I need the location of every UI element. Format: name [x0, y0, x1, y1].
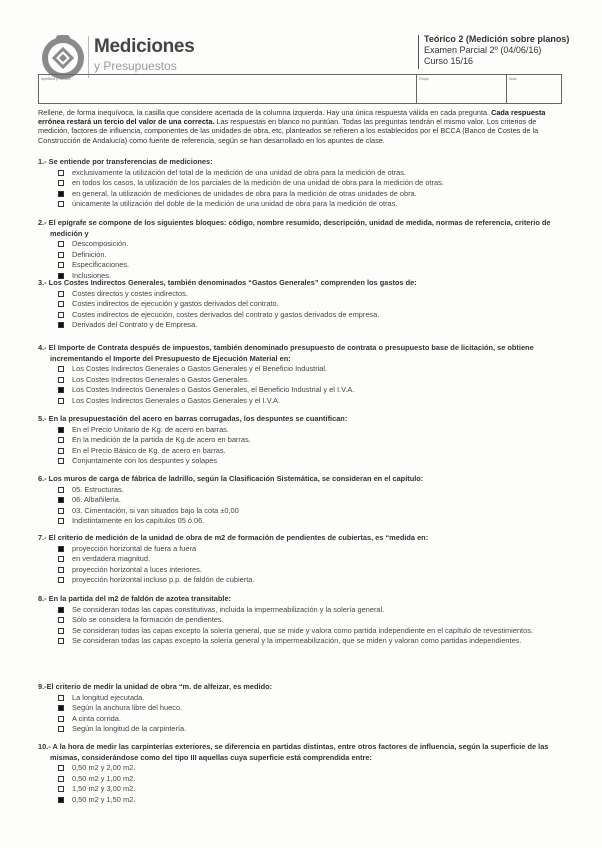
answer-text: Los Costes Indirectos Generales o Gastos Generales y el I.V.A.: [72, 395, 281, 405]
question-8: [38, 594, 568, 647]
question-title: 1.- Se entiende por transferencias de mediciones:: [38, 157, 213, 166]
answer-option: [38, 506, 568, 517]
question-1: [38, 157, 568, 210]
checked-checkbox[interactable]: [58, 191, 64, 197]
answer-option: [38, 250, 568, 261]
answer-option: [38, 260, 568, 271]
answer-option: [38, 364, 568, 375]
checkbox[interactable]: [58, 241, 64, 247]
answer-text: Se consideran todas las capas constitutivas, incluida la impermeabilización y la solería general.: [72, 604, 385, 614]
answer-option: [38, 795, 568, 806]
question-6: [38, 474, 568, 527]
brand-subtitle: y Presupuestos: [94, 59, 177, 73]
checkbox[interactable]: [58, 776, 64, 782]
checked-checkbox[interactable]: [58, 705, 64, 711]
name-label: Apellidos y nombre: [41, 77, 71, 81]
answer-text: 0,50 m2 y 1,50 m2.: [72, 794, 136, 804]
answer-option: [38, 456, 568, 467]
answer-option: [38, 615, 568, 626]
answer-option: [38, 310, 568, 321]
question-title: 8.- En la partida del m2 de faldón de azotea transitable:: [38, 594, 232, 603]
checkbox[interactable]: [58, 628, 64, 634]
checkbox[interactable]: [58, 458, 64, 464]
answer-text: En el Precio Básico de Kg. de acero en barras.: [72, 445, 226, 455]
answer-text: A cinta corrida.: [72, 713, 121, 723]
name-field[interactable]: [39, 75, 416, 103]
answer-text: Se consideran todas las capas excepto la solería general y la impermeabilización, que se miden y valoran como partidas independientes.: [72, 636, 522, 646]
exam-header: [424, 34, 569, 67]
answer-text: en verdadera magnitud.: [72, 554, 151, 564]
question-2: [38, 218, 568, 282]
exam-date: Examen Parcial 2º (04/06/16): [424, 45, 542, 55]
checkbox[interactable]: [58, 252, 64, 258]
checkbox[interactable]: [58, 170, 64, 176]
brand-title: Mediciones: [94, 36, 195, 57]
answer-option: [38, 425, 568, 436]
answer-option: [38, 239, 568, 250]
answer-option: [38, 495, 568, 506]
question-title: 9.-El criterio de medir la unidad de obra “m. de alfeizar, es medido:: [38, 682, 273, 691]
answer-option: [38, 554, 568, 565]
answer-text: 1,50 m2 y 3,00 m2.: [72, 784, 136, 794]
instructions-part2: Las respuestas en blanco no puntúan. Todas las preguntas tendrán el mismo valor. Los criterios de medición, factores de influencia, componentes de las unidades de obra, etc, planteados se refieren a los establecidos por el BCCA (Banco de Costes de la Construcción de Andalucía) como fuente de referencia, según se han desarrollado en los apuntes de clase.: [38, 117, 539, 145]
answer-text: Según la longitud de la carpintería.: [72, 724, 187, 734]
brand-divider: [88, 36, 89, 78]
answer-text: Costes indirectos de ejecución y gastos derivados del contrato.: [72, 299, 279, 309]
checkbox[interactable]: [58, 487, 64, 493]
answer-option: [38, 189, 568, 200]
answer-option: [38, 636, 568, 647]
answer-option: [38, 199, 568, 210]
answer-option: [38, 784, 568, 795]
question-title: 4.- El Importe de Contrata después de impuestos, también denominado presupuesto de contrata o presupuesto base de licitación, se obtiene incrementando el Importe del Presupuesto de Ejecución Material en:: [38, 343, 534, 363]
answer-text: Conjuntamente con los despuntes y solapes: [72, 456, 218, 466]
question-title: 5.- En la presupuestación del acero en barras corrugadas, los despuntes se cuantifican:: [38, 414, 348, 423]
question-title: 10.- A la hora de medir las carpinterías exteriores, se diferencia en partidas distintas, entre otros factores de influencia, según la superficie de las mismas, considerándose como del tipo III aquellas cuya superficie está comprendida entre:: [38, 742, 549, 762]
exam-title: Teórico 2 (Medición sobre planos): [424, 34, 570, 44]
answer-text: Costes directos y costes indirectos.: [72, 288, 188, 298]
checkbox[interactable]: [58, 518, 64, 524]
checkbox[interactable]: [58, 180, 64, 186]
question-title: 2.- El epígrafe se compone de los siguientes bloques: código, nombre resumido, descripción, unidad de medida, normas de referencia, criterio de medición y: [38, 218, 551, 238]
answer-text: La longitud ejecutada.: [72, 692, 145, 702]
question-title: 7.- El criterio de medición de la unidad de obra de m2 de formación de pendientes de cubiertas, es “medida en:: [38, 533, 429, 542]
answer-option: [38, 724, 568, 735]
instructions-bold: Cada respuesta errónea restará un tercio del valor de una correcta.: [38, 108, 546, 127]
answer-option: [38, 178, 568, 189]
answer-option: [38, 703, 568, 714]
answer-text: Indistintamente en los capítulos 05 ó 06.: [72, 516, 205, 526]
checkbox[interactable]: [58, 366, 64, 372]
checkbox[interactable]: [58, 437, 64, 443]
checkbox[interactable]: [58, 638, 64, 644]
question-9: [38, 682, 568, 735]
grade-label: Nota: [509, 77, 517, 81]
answer-option: [38, 485, 568, 496]
logo-icon: [40, 33, 86, 79]
answer-text: Según la anchura libre del hueco.: [72, 703, 183, 713]
checked-checkbox[interactable]: [58, 322, 64, 328]
checkbox[interactable]: [58, 716, 64, 722]
answer-text: Los Costes Indirectos Generales o Gastos Generales.: [72, 374, 250, 384]
answer-text: en general, la utilización de mediciones de unidades de obra para la medición de otras unidades de obra.: [72, 188, 417, 198]
instructions-part1: Rellene, de forma inequívoca, la casilla que considere acertada de la columna izquierda. Hay una única respuesta válida en cada pregunta.: [38, 108, 492, 117]
answer-text: en todos los casos, la utilización de los parciales de la medición de una unidad de obra para la medición de otras.: [72, 178, 444, 188]
checked-checkbox[interactable]: [58, 546, 64, 552]
answer-text: Definición.: [72, 249, 107, 259]
answer-text: Sólo se considera la formación de pendientes.: [72, 615, 224, 625]
answer-option: [38, 565, 568, 576]
checkbox[interactable]: [58, 577, 64, 583]
group-field[interactable]: [416, 75, 506, 103]
answer-option: [38, 714, 568, 725]
answer-option: [38, 575, 568, 586]
answer-text: Costes indirectos de ejecución, costes derivados del contrato y gastos derivados de empresa.: [72, 309, 380, 319]
answer-option: [38, 774, 568, 785]
checked-checkbox[interactable]: [58, 427, 64, 433]
checkbox[interactable]: [58, 291, 64, 297]
checked-checkbox[interactable]: [58, 387, 64, 393]
answer-text: Especificaciones.: [72, 260, 130, 270]
answer-option: [38, 693, 568, 704]
checkbox[interactable]: [58, 786, 64, 792]
answer-option: [38, 626, 568, 637]
checkbox[interactable]: [58, 312, 64, 318]
question-title: 6.- Los muros de carga de fábrica de ladrillo, según la Clasificación Sistemática, se consideran en el capítulo:: [38, 474, 424, 483]
answer-text: exclusivamente la utilización del total de la medición de una unidad de obra para la medición de otras.: [72, 167, 407, 177]
checkbox[interactable]: [58, 556, 64, 562]
answer-text: proyección horizontal incluso p.p. de faldón de cubierta.: [72, 575, 255, 585]
answer-option: [38, 396, 568, 407]
answer-option: [38, 385, 568, 396]
answer-text: 03. Cimentación, si van situados bajo la cota ±0,00: [72, 505, 239, 515]
answer-text: 05. Estructuras.: [72, 484, 124, 494]
checkbox[interactable]: [58, 301, 64, 307]
checkbox[interactable]: [58, 201, 64, 207]
exam-course: Curso 15/16: [424, 56, 474, 66]
answer-text: 0,50 m2 y 1,00 m2.: [72, 773, 136, 783]
answer-option: [38, 605, 568, 616]
answer-option: [38, 320, 568, 331]
checkbox[interactable]: [58, 448, 64, 454]
question-5: [38, 414, 568, 467]
header-divider: [418, 35, 419, 69]
answer-text: únicamente la utilización del doble de la medición de una unidad de obra para la medición de otras.: [72, 199, 398, 209]
answer-option: [38, 516, 568, 527]
answer-option: [38, 168, 568, 179]
answer-option: [38, 299, 568, 310]
checkbox[interactable]: [58, 617, 64, 623]
checkbox[interactable]: [58, 765, 64, 771]
answer-option: [38, 289, 568, 300]
question-title: 3.- Los Costes Indirectos Generales, también denominados “Gastos Generales” comprenden los gastos de:: [38, 278, 417, 287]
student-id-box: [38, 74, 562, 104]
answer-option: [38, 544, 568, 555]
answer-text: En el Precio Unitario de Kg. de acero en barras.: [72, 424, 229, 434]
answer-text: Descomposición.: [72, 239, 129, 249]
checkbox[interactable]: [58, 398, 64, 404]
answer-option: [38, 435, 568, 446]
question-4: [38, 343, 568, 407]
question-10: [38, 742, 568, 806]
question-7: [38, 533, 568, 586]
checked-checkbox[interactable]: [58, 607, 64, 613]
checkbox[interactable]: [58, 726, 64, 732]
answer-text: Se consideran todas las capas excepto la solería general, que se mide y valora como partida independiente en el capítulo de revestimientos.: [72, 625, 533, 635]
answer-text: Los Costes Indirectos Generales o Gastos Generales y el Beneficio Industrial.: [72, 364, 328, 374]
answer-text: proyección horizontal de fuera a fuera: [72, 543, 197, 553]
grade-field[interactable]: [506, 75, 563, 103]
answer-text: 06. Albañilería.: [72, 495, 121, 505]
answer-option: [38, 446, 568, 457]
answer-text: Derivados del Contrato y de Empresa.: [72, 320, 198, 330]
checked-checkbox[interactable]: [58, 497, 64, 503]
checkbox[interactable]: [58, 508, 64, 514]
checkbox[interactable]: [58, 695, 64, 701]
answer-text: Inclusiones.: [72, 270, 112, 280]
answer-option: [38, 375, 568, 386]
checkbox[interactable]: [58, 377, 64, 383]
answer-text: proyección horizontal a luces interiores.: [72, 564, 202, 574]
group-label: Grupo: [419, 77, 429, 81]
checked-checkbox[interactable]: [58, 797, 64, 803]
instructions: [38, 108, 566, 145]
answer-option: [38, 763, 568, 774]
answer-text: Los Costes Indirectos Generales o Gastos Generales, el Beneficio Industrial y el I.V.A.: [72, 385, 355, 395]
checkbox[interactable]: [58, 262, 64, 268]
question-3: [38, 278, 568, 331]
checkbox[interactable]: [58, 567, 64, 573]
answer-text: 0,50 m2 y 2,00 m2.: [72, 763, 136, 773]
answer-text: En la medición de la partida de Kg.de acero en barras.: [72, 435, 251, 445]
